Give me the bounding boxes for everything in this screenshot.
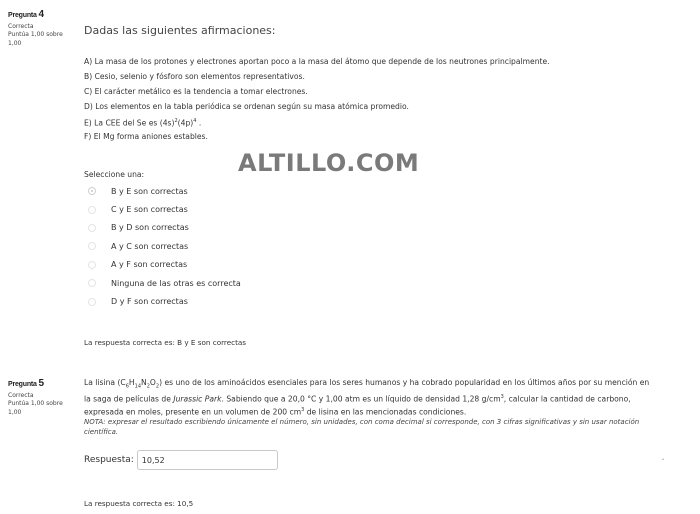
statement-d: D) Los elementos en la tabla periódica se ordenan según su masa atómica promedio. [84, 102, 409, 111]
question-score-max: 1,00 [8, 39, 22, 47]
correct-answer-feedback: La respuesta correcta es: 10,5 [84, 499, 194, 508]
chevron-up-icon[interactable]: ˆ [661, 458, 665, 467]
option-row[interactable] [84, 292, 241, 310]
radio-icon[interactable] [88, 224, 96, 232]
statement-e [84, 116, 550, 131]
question-number-value: 4 [38, 9, 44, 20]
option-label: A y F son correctas [111, 260, 188, 270]
subscript: 6 [125, 383, 129, 390]
question-status: Correcta [8, 391, 34, 399]
option-row[interactable] [84, 219, 241, 237]
text-part: ) es uno de los aminoácidos esenciales para los seres humanos y ha cobrado popularidad en los últimos años por su mención en la saga de películas de [84, 378, 650, 404]
subscript: 2 [146, 383, 150, 390]
text-part: de lisina en las mencionadas condiciones. [304, 407, 467, 417]
statement-e-sup1: 2 [174, 118, 178, 124]
radio-icon[interactable] [88, 206, 96, 214]
statement-e-middle: (4p) [177, 118, 194, 128]
answer-label: Respuesta: [84, 455, 134, 465]
superscript: 3 [301, 407, 305, 414]
text-part: H [128, 378, 135, 387]
answer-options [84, 182, 241, 311]
radio-icon[interactable] [88, 279, 96, 287]
text-part: La lisina (C [84, 378, 126, 387]
superscript: 3 [500, 394, 504, 401]
option-label: Ninguna de las otras es correcta [111, 278, 241, 288]
option-label: D y F son correctas [111, 297, 188, 307]
text-part: N [141, 378, 147, 387]
statement-e-prefix: E) La CEE del Se es (4s) [84, 118, 175, 128]
option-label: C y E son correctas [111, 205, 188, 215]
option-label: A y C son correctas [111, 241, 189, 251]
text-part: O [149, 378, 156, 387]
option-row[interactable] [84, 182, 241, 200]
watermark: ALTILLO.COM [238, 149, 420, 177]
statement-c: C) El carácter metálico es la tendencia a tomar electrones. [84, 87, 308, 96]
question-score: Puntúa 1,00 sobre [8, 31, 63, 39]
statement-e-suffix: . [198, 118, 202, 128]
text-part: . Sabiendo que a 20,0 °C y 1,00 atm es un líquido de densidad 1,28 g/cm [221, 394, 501, 404]
statement-list [84, 56, 550, 146]
statement-e-sup2: 4 [193, 118, 197, 124]
radio-icon[interactable] [88, 298, 96, 306]
radio-selected-icon[interactable] [88, 187, 96, 195]
question-number [8, 377, 74, 392]
question-title: Dadas las siguientes afirmaciones: [84, 24, 276, 37]
question-info-5 [8, 377, 74, 418]
text-part: , calcular la cantidad de carbono, expresada en moles, presente en un volumen de 200 cm [84, 394, 631, 417]
question-number-value: 5 [38, 378, 44, 389]
question-label: Pregunta [8, 12, 37, 19]
radio-icon[interactable] [88, 261, 96, 269]
option-row[interactable] [84, 237, 241, 255]
statement-a: A) La masa de los protones y electrones aportan poco a la masa del átomo que depende de los neutrones principalmente. [84, 57, 550, 66]
radio-icon[interactable] [88, 242, 96, 250]
option-row[interactable] [84, 256, 241, 274]
question-score-max: 1,00 [8, 408, 22, 416]
option-label: B y D son correctas [111, 223, 189, 233]
statement-f: F) El Mg forma aniones estables. [84, 132, 208, 141]
question-status: Correcta [8, 22, 34, 30]
option-row[interactable] [84, 200, 241, 218]
question-text [84, 378, 650, 418]
subscript: 2 [155, 383, 160, 390]
question-score: Puntúa 1,00 sobre [8, 400, 63, 408]
question-note: NOTA: expresar el resultado escribiendo únicamente el número, sin unidades, con coma decimal si corresponde, con 3 cifras significativas y sin usar notación científica. [84, 418, 640, 436]
subscript: 14 [134, 383, 142, 390]
movie-title: Jurassic Park [173, 394, 222, 404]
question-info-4 [8, 8, 74, 49]
statement-b: B) Cesio, selenio y fósforo son elementos representativos. [84, 72, 305, 81]
question-number [8, 8, 74, 23]
correct-answer-feedback: La respuesta correcta es: B y E son correctas [84, 338, 247, 347]
option-row[interactable] [84, 274, 241, 292]
answer-input[interactable] [137, 450, 278, 470]
option-label: B y E son correctas [111, 186, 188, 196]
select-prompt: Seleccione una: [84, 170, 145, 179]
answer-row [84, 450, 278, 470]
question-label: Pregunta [8, 381, 37, 388]
